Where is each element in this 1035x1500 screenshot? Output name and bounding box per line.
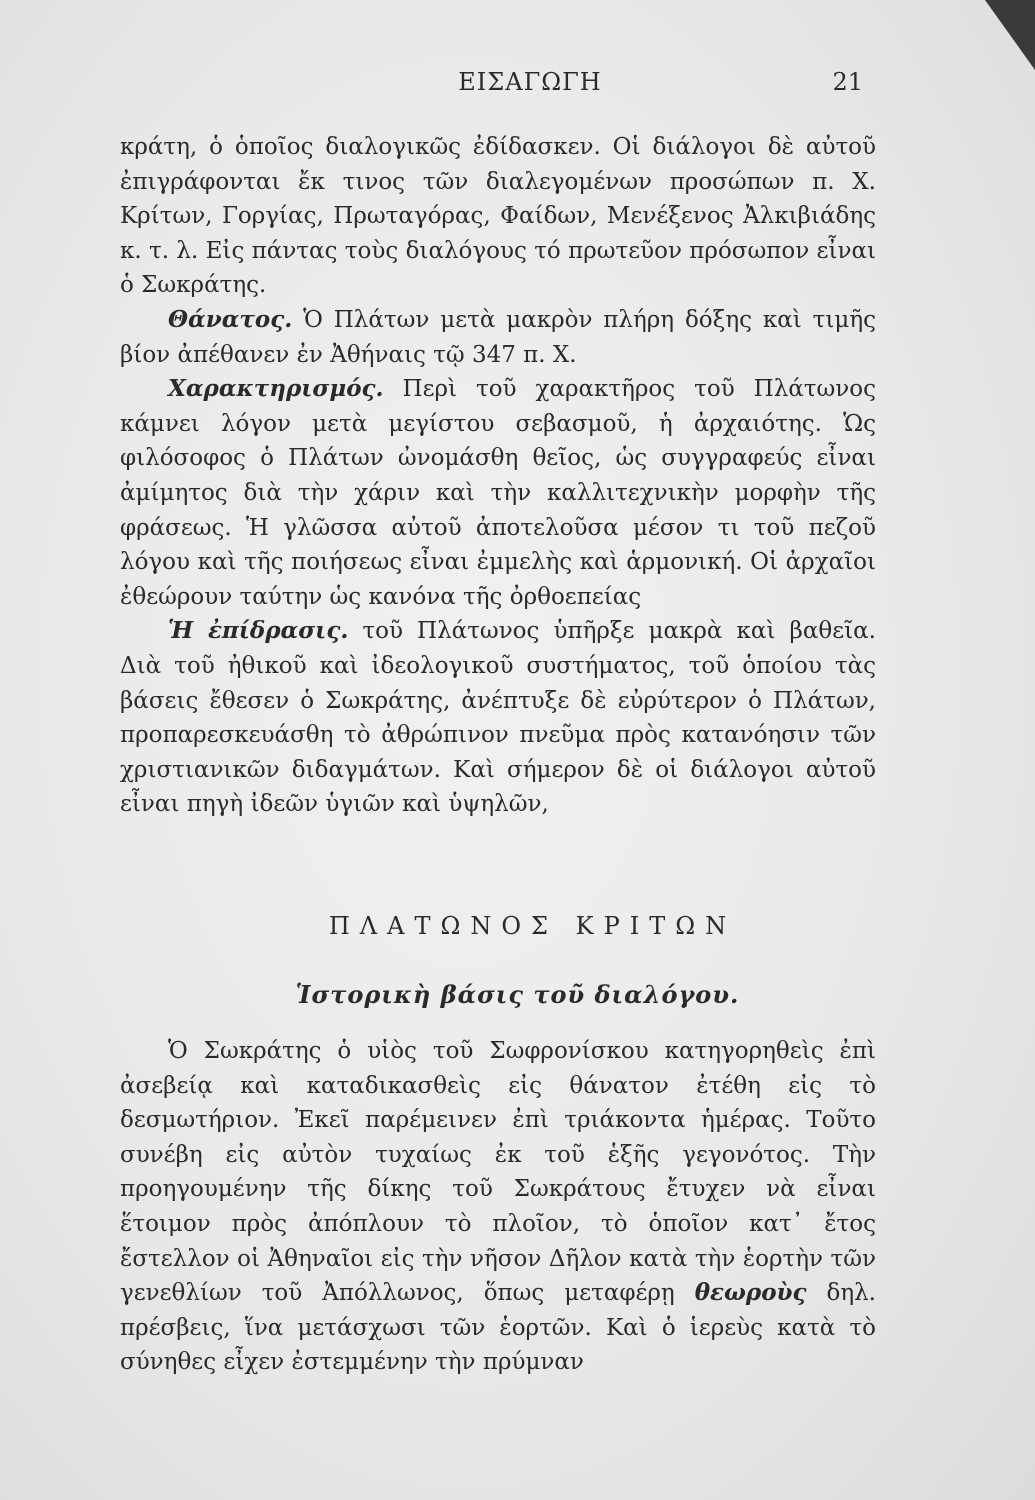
page-corner-shadow	[985, 0, 1035, 70]
final-paragraph	[120, 1034, 876, 1380]
intro-paragraph: κράτη, ὁ ὁποῖος διαλογικῶς ἐδίδασκεν. Οἱ διάλογοι δὲ αὐτοῦ ἐπιγράφονται ἔκ τινος τῶν διαλεγομένων προσώπων π. Χ. Κρίτων, Γοργίας, Πρωταγόρας, Φαίδων, Μενέξενος Ἀλκιβιάδης κ. τ. λ. Εἰς πάντας τοὺς διαλόγους τό πρωτεῦον πρόσωπον εἶναι ὁ Σωκράτης.	[120, 134, 876, 299]
term-theoroi: θεωροὺς	[694, 1279, 807, 1307]
term-influence: Ἡ ἐπίδρασις.	[168, 617, 349, 645]
running-title: ΕΙΣΑΓΩΓΗ	[458, 68, 602, 96]
final-paragraph-text: Ὁ Σωκράτης ὁ υἱὸς τοῦ Σωφρονίσκου κατηγορηθεὶς ἐπὶ ἀσεβείᾳ καὶ καταδικασθεὶς εἰς θάνατον ἐτέθη εἰς τὸ δεσμωτήριον. Ἐκεῖ παρέμεινεν ἐπὶ τριάκοντα ἡμέρας. Τοῦτο συνέβη εἰς αὐτὸν τυχαίως ἐκ τοῦ ἑξῆς γεγονότος. Τὴν προηγουμένην τῆς δίκης τοῦ Σωκράτους ἔτυχεν νὰ εἶναι ἕτοιμον πρὸς ἀπόπλουν τὸ πλοῖον, τὸ ὁποῖον κατ᾽ ἔτος ἔστελλον οἱ Ἀθηναῖοι εἰς τὴν νῆσον Δῆλον κατὰ τὴν ἑορτὴν τῶν γενεθλίων τοῦ Ἀπόλλωνος, ὅπως μεταφέρῃ	[120, 1038, 876, 1307]
body-text-upper	[120, 130, 876, 822]
final-paragraph-end: δηλ. πρέσβεις, ἵνα μετάσχωσι τῶν ἑορτῶν. Καὶ ὁ ἱερεὺς κατὰ τὸ σύνηθες εἶχεν ἐστεμμένην τὴν πρύμναν	[120, 1280, 876, 1376]
term-death: Θάνατος.	[168, 305, 293, 333]
body-text-lower	[120, 1034, 876, 1380]
page-number: 21	[832, 68, 863, 96]
paragraph-death	[120, 303, 876, 372]
paragraph-influence	[120, 614, 876, 822]
term-character: Χαρακτηρισμός.	[168, 375, 384, 403]
running-header	[0, 68, 1035, 108]
paragraph-death-text: Ὁ Πλάτων μετὰ μακρὸν πλήρη δόξης καὶ τιμῆς βίον ἀπέθανεν ἐν Ἀθήναις τῷ 347 π. Χ.	[120, 306, 876, 368]
work-title: ΠΛΑΤΩΝΟΣ ΚΡΙΤΩΝ	[328, 912, 737, 940]
paragraph-character-text: Περὶ τοῦ χαρακτῆρος τοῦ Πλάτωνος κάμνει λόγον μετὰ μεγίστου σεβασμοῦ, ἡ ἀρχαιότης. Ὡς φιλόσοφος ὁ Πλάτων ὠνομάσθη θεῖος, ὡς συγγραφεύς εἶναι ἀμίμητος διὰ τὴν χάριν καὶ τὴν καλλιτεχνικὴν μορφὴν τῆς φράσεως. Ἡ γλῶσσα αὐτοῦ ἀποτελοῦσα μέσον τι τοῦ πεζοῦ λόγου καὶ τῆς ποιήσεως εἶναι ἐμμελὴς καὶ ἁρμονική. Οἱ ἀρχαῖοι ἐθεώρουν ταύτην ὡς κανόνα τῆς ὀρθοεπείας	[120, 376, 876, 610]
paragraph-character	[120, 372, 876, 614]
work-subtitle: Ἱστορικὴ βάσις τοῦ διαλόγου.	[295, 980, 740, 1009]
paragraph-influence-text: τοῦ Πλάτωνος ὑπῆρξε μακρὰ καὶ βαθεῖα. Διὰ τοῦ ἠθικοῦ καὶ ἰδεολογικοῦ συστήματος, τοῦ ὁποίου τὰς βάσεις ἔθεσεν ὁ Σωκράτης, ἀνέπτυξε δὲ εὐρύτερον ὁ Πλάτων, προπαρεσκευάσθη τὸ ἀθρώπινον πνεῦμα πρὸς κατανόησιν τῶν χριστιανικῶν διδαγμάτων. Καὶ σήμερον δὲ οἱ διάλογοι αὐτοῦ εἶναι πηγὴ ἰδεῶν ὑγιῶν καὶ ὑψηλῶν,	[120, 618, 876, 818]
